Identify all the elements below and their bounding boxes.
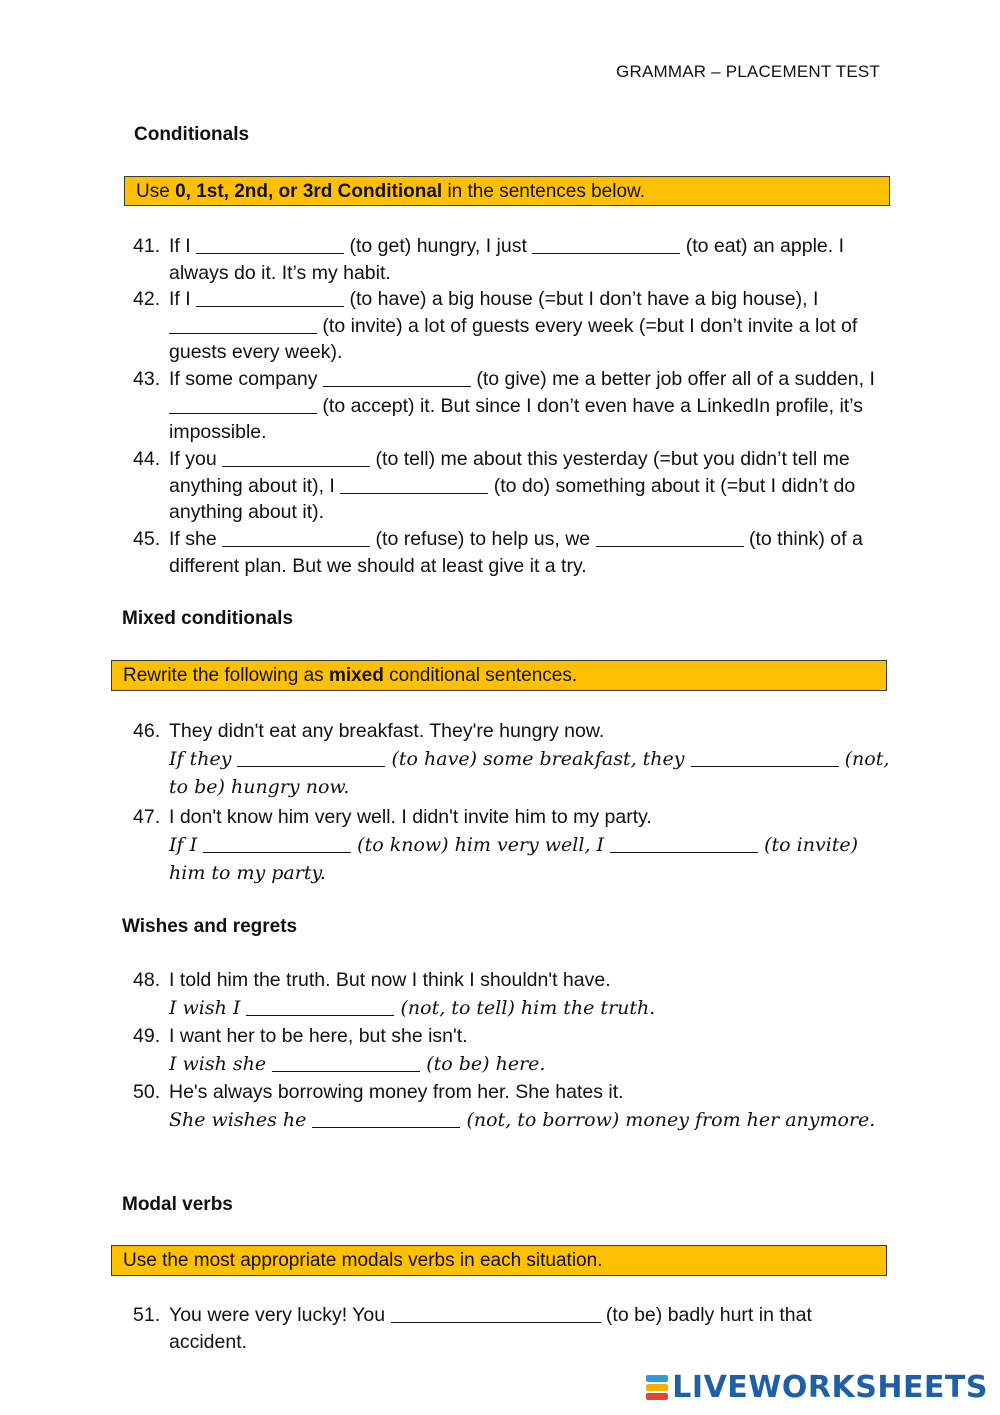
answer-blank[interactable]: [532, 234, 680, 255]
question-50: [133, 1079, 893, 1134]
logo-text: LIVEWORKSHEETS: [672, 1370, 988, 1405]
instruction-conditionals: Use 0, 1st, 2nd, or 3rd Conditional in the sentences below.: [124, 176, 890, 206]
question-44: 44. If you (to tell) me about this yesterday (=but you didn’t tell me anything about it), I (to do) something about it (=but I didn’t do anything about it).: [133, 448, 856, 524]
question-number: 44.: [133, 448, 161, 470]
answer-blank[interactable]: [323, 367, 471, 388]
answer-blank[interactable]: [203, 833, 351, 853]
page-header: GRAMMAR – PLACEMENT TEST: [616, 62, 880, 81]
question-47: [133, 804, 893, 888]
question-number: 48.: [133, 969, 161, 991]
question-number: 46.: [133, 720, 161, 742]
handwritten-sentence: I wish she (to be) here.: [169, 1052, 546, 1075]
question-number: 45.: [133, 528, 161, 550]
question-prompt: I don't know him very well. I didn't invite him to my party.: [169, 806, 652, 828]
answer-blank[interactable]: [222, 447, 370, 468]
question-42: 42. If I (to have) a big house (=but I don’t have a big house), I (to invite) a lot of guests every week (=but I don’t invite a lot of guests every week).: [133, 288, 858, 364]
instruction-mixed: Rewrite the following as mixed conditional sentences.: [111, 660, 887, 691]
section-title-mixed-conditionals: Mixed conditionals: [122, 608, 294, 629]
question-41: 41. If I (to get) hungry, I just (to eat) an apple. I always do it. It’s my habit.: [133, 235, 845, 284]
handwritten-sentence: I wish I (not, to tell) him the truth.: [169, 996, 656, 1019]
answer-blank[interactable]: [169, 393, 317, 414]
question-number: 50.: [133, 1081, 161, 1103]
question-prompt: I want her to be here, but she isn't.: [169, 1025, 468, 1047]
answer-blank[interactable]: [237, 747, 385, 767]
question-number: 42.: [133, 288, 161, 310]
handwritten-sentence: If I (to know) him very well, I (to invite) him to my party.: [169, 833, 859, 885]
answer-blank[interactable]: [196, 234, 344, 255]
section-title-conditionals: Conditionals: [134, 124, 250, 145]
handwritten-sentence: If they (to have) some breakfast, they (not, to be) hungry now.: [169, 747, 890, 799]
question-43: 43. If some company (to give) me a better job offer all of a sudden, I (to accept) it. But since I don’t even have a LinkedIn profile, it’s impossible.: [133, 368, 875, 444]
answer-blank[interactable]: [272, 1052, 420, 1072]
handwritten-sentence: She wishes he (not, to borrow) money from her anymore.: [169, 1108, 876, 1131]
question-prompt: He's always borrowing money from her. She hates it.: [169, 1081, 624, 1103]
question-prompt: I told him the truth. But now I think I shouldn't have.: [169, 969, 611, 991]
question-48: [133, 967, 893, 1022]
question-49: [133, 1023, 893, 1078]
answer-blank[interactable]: [312, 1108, 460, 1128]
instruction-modals: Use the most appropriate modals verbs in each situation.: [111, 1245, 887, 1276]
section-title-wishes: Wishes and regrets: [122, 916, 298, 937]
question-prompt: They didn't eat any breakfast. They're hungry now.: [169, 720, 605, 742]
section-title-modal-verbs: Modal verbs: [122, 1194, 233, 1215]
answer-blank[interactable]: [691, 747, 839, 767]
question-number: 51.: [133, 1304, 161, 1326]
answer-blank[interactable]: [246, 996, 394, 1016]
answer-blank[interactable]: [596, 527, 744, 548]
question-51: 51. You were very lucky! You (to be) badly hurt in that accident.: [133, 1304, 812, 1353]
liveworksheets-logo: [646, 1370, 988, 1405]
answer-blank[interactable]: [169, 313, 317, 334]
answer-blank[interactable]: [196, 287, 344, 308]
answer-blank[interactable]: [610, 833, 758, 853]
question-number: 43.: [133, 368, 161, 390]
question-number: 41.: [133, 235, 161, 257]
answer-blank[interactable]: [340, 473, 488, 494]
question-number: 49.: [133, 1025, 161, 1047]
logo-badge-icon: [646, 1375, 668, 1401]
answer-blank[interactable]: [222, 527, 370, 548]
question-46: [133, 718, 893, 802]
answer-blank[interactable]: [391, 1303, 601, 1324]
question-number: 47.: [133, 806, 161, 828]
question-45: 45. If she (to refuse) to help us, we (to think) of a different plan. But we should at least give it a try.: [133, 528, 863, 577]
